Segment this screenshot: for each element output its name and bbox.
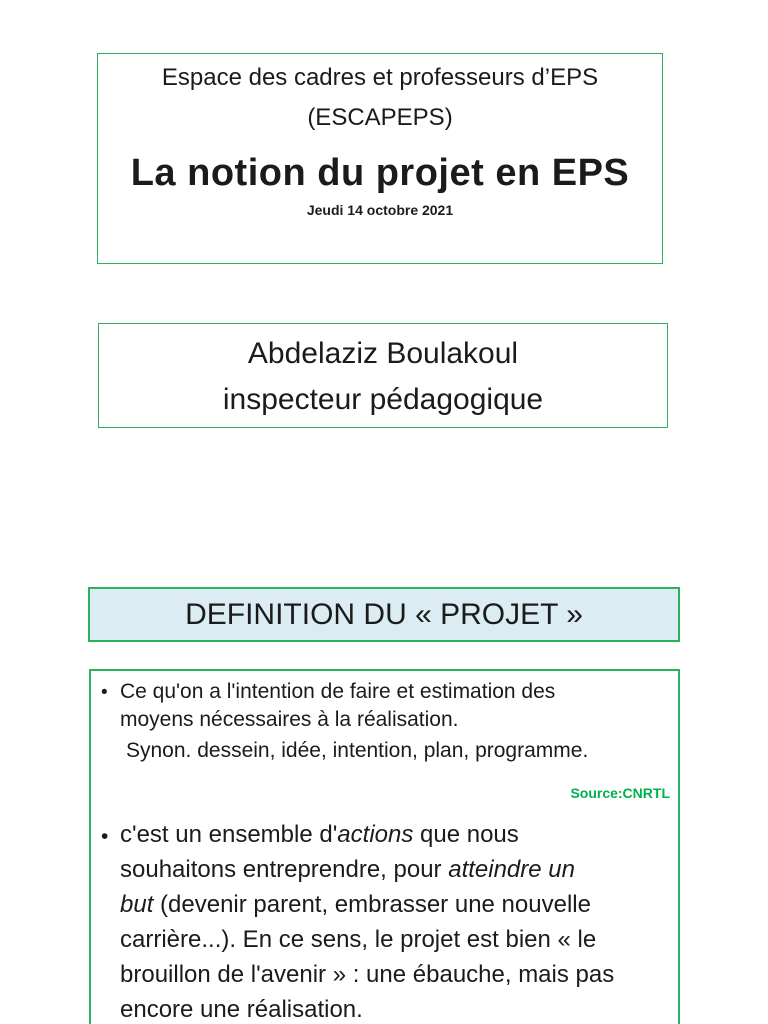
- bullet-icon: •: [101, 825, 109, 848]
- title-box-subtitle-line1: Espace des cadres et professeurs d’EPS: [161, 64, 599, 91]
- author-role: inspecteur pédagogique: [222, 383, 544, 416]
- presentation-date: Jeudi 14 octobre 2021: [306, 202, 454, 218]
- author-name: Abdelaziz Boulakoul: [247, 337, 519, 370]
- definition-bullet-1-text: Ce qu'on a l'intention de faire et estimation des moyens nécessaires à la réalisation. Synon. dessein, idée, intention, plan, programme.: [120, 680, 589, 762]
- source-reference: Source:CNRTL: [570, 785, 670, 801]
- title-box-subtitle-line2: (ESCAPEPS): [307, 104, 453, 131]
- definition-header-title: DEFINITION DU « PROJET »: [185, 597, 583, 631]
- definition-header-box: [88, 587, 680, 642]
- definition-bullet-2-text: c'est un ensemble d'actions que nous souhaitons entreprendre, pour atteindre un but (devenir parent, embrasser une nouvelle carrière...). En ce sens, le projet est bien « le brouillon de l'avenir » : une ébauche, mais pas encore une réalisation.: [120, 821, 615, 1023]
- presentation-title: La notion du projet en EPS: [130, 152, 630, 194]
- definition-body-box: [89, 669, 680, 1024]
- definition-bullet-2: [101, 817, 672, 1024]
- title-box: [97, 53, 663, 264]
- definition-bullet-1: [101, 678, 672, 765]
- author-box: [98, 323, 668, 428]
- bullet-icon: •: [101, 682, 108, 703]
